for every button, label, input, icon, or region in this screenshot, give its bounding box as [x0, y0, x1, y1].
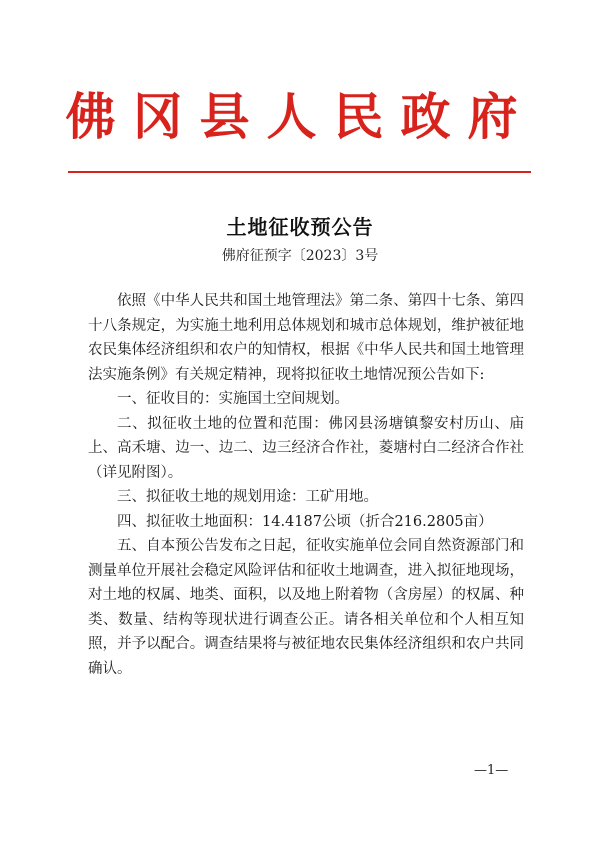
paragraph-item-3: 三、拟征收土地的规划用途：工矿用地。 [117, 489, 378, 505]
red-divider-line [68, 171, 531, 173]
paragraph-item-1: 一、征收目的：实施国土空间规划。 [117, 391, 349, 407]
document-title: 土地征收预公告 [226, 215, 374, 239]
paragraph-item-2: 二、拟征收土地的位置和范围：佛冈县汤塘镇黎安村历山、庙上、高禾塘、边一、边二、边三经济合作社，菱塘村白二经济合作社（详见附图）。 [88, 415, 524, 481]
page-number: —1— [474, 763, 509, 778]
document-body [88, 289, 524, 681]
document-number: 佛府征预字〔2023〕3号 [221, 248, 379, 264]
paragraph-item-4: 四、拟征收土地面积：14.4187公顷（折合216.2805亩） [117, 513, 493, 530]
paragraph-item-5: 五、自本预公告发布之日起，征收实施单位会同自然资源部门和测量单位开展社会稳定风险评估和征收土地调查，进入拟征地现场，对土地的权属、地类、面积，以及地上附着物（含房屋）的权属、种类、数量、结构等现状进行调查公正。请各相关单位和个人相互知照，并予以配合。调查结果将与被征地农民集体经济组织和农户共同确认。 [88, 538, 524, 677]
issuer-header: 佛冈县人民政府 [65, 87, 535, 146]
paragraph-intro: 依照《中华人民共和国土地管理法》第二条、第四十七条、第四十八条规定，为实施土地利用总体规划和城市总体规划，维护被征地农民集体经济组织和农户的知情权，根据《中华人民共和国土地管理法实施条例》有关规定精神，现将拟征收土地情况预公告如下: [88, 293, 524, 383]
